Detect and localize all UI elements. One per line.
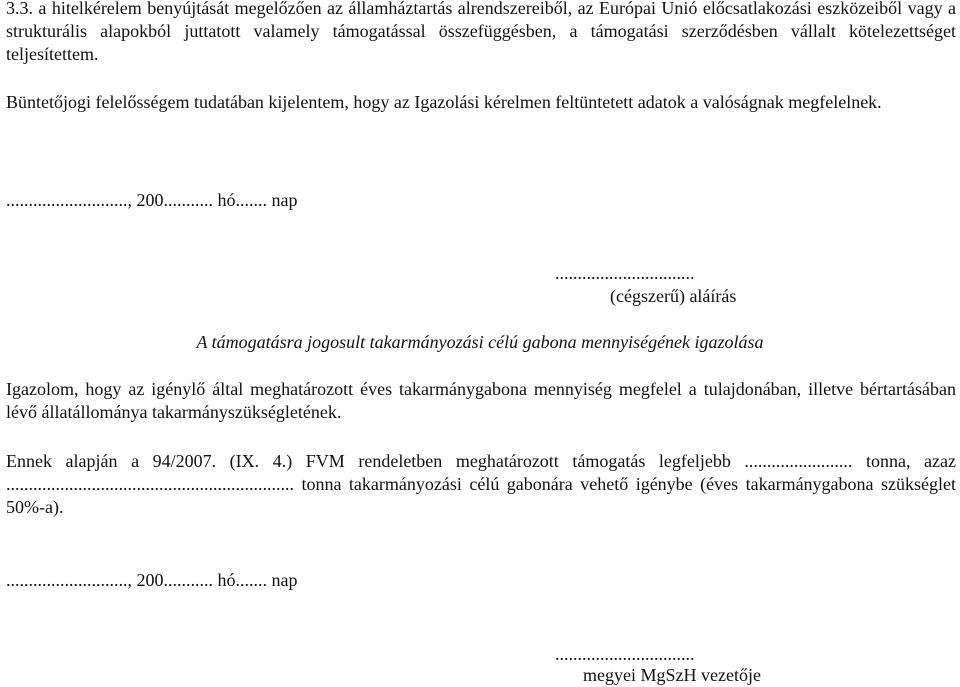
- liability-declaration: Büntetőjogi felelősségem tudatában kijelentem, hogy az Igazolási kérelmen feltüntetett adatok a valóságnak megfelelnek.: [6, 92, 882, 112]
- certification-paragraph: Igazolom, hogy az igénylő által meghatározott éves takarmánygabona mennyiség megfelel a tulajdonában, illetve bértartásában lévő állatállománya takarmányszükségletének.: [6, 379, 956, 422]
- signature-label-authority: megyei MgSzH vezetője: [583, 665, 761, 685]
- date-line-applicant: ..........................., 200........... hó....... nap: [6, 190, 298, 210]
- section-title: A támogatásra jogosult takarmányozási célú gabona mennyiségének igazolása: [196, 332, 764, 352]
- fulfillment-statement: 3.3. a hitelkérelem benyújtását megelőzően az államháztartás alrendszereiből, az Európai Unió előcsatlakozási eszközeiből vagy a strukturális alapokból juttatott valamely támogatással összefüggésben, a támogatási szerződésben vállalt kötelezettséget teljesítettem.: [6, 0, 956, 64]
- date-line-authority: ..........................., 200........... hó....... nap: [6, 570, 298, 590]
- signature-label-applicant: (cégszerű) aláírás: [610, 286, 737, 306]
- signature-dots-authority: ...............................: [555, 644, 695, 664]
- support-amount-paragraph: Ennek alapján a 94/2007. (IX. 4.) FVM rendeletben meghatározott támogatás legfeljebb ........................ tonna, azaz ................................................................ tonna takarmányozási célú gabonára vehető igénybe (éves takarmánygabona szükséglet 50%-a).: [6, 451, 956, 517]
- signature-dots-applicant: ...............................: [555, 263, 695, 283]
